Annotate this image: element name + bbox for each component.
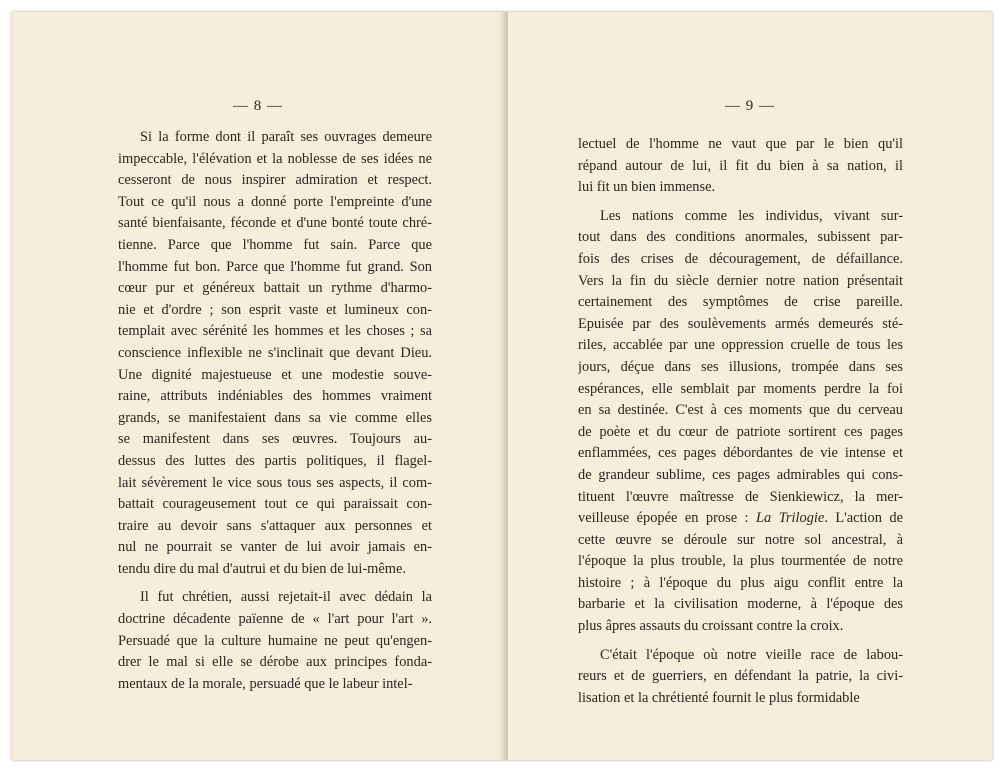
text-line: fois des crises de découragement, de défaillance. [578,250,903,267]
text-line: mentaux de la morale, persuadé que le labeur intel- [118,675,413,692]
text-line: lisation et la chrétienté fournit le plus formidable [578,689,860,706]
text-line: C'était l'époque où notre vieille race de labou- [600,646,903,663]
text-line: plus âpres assauts du croissant contre la croix. [578,618,844,635]
text-line: templait avec sérénité les hommes et les choses ; sa [118,323,432,340]
text-line: drer le mal si elle se dérobe aux principes fonda- [118,654,432,671]
text-line: enflammées, ces pages débordantes de vie intense et [578,445,903,462]
text-line: impeccable, l'élévation et la noblesse de ses idées ne [118,150,432,167]
text-line: veilleuse épopée en prose : La Trilogie. L'action de [578,510,903,527]
text-line: jours, déçue dans ses illusions, trompée dans ses [578,358,903,375]
page-text [578,134,903,709]
text-line: cesseront de nous inspirer admiration et respect. [118,172,432,189]
text-line: lectuel de l'homme ne vaut que par le bien qu'il [578,136,903,152]
text-line: Vers la fin du siècle dernier notre nation présentait [578,272,903,289]
text-line: Une dignité majestueuse et une modestie souve- [118,366,432,383]
text-line: tienne. Parce que l'homme fut sain. Parce que [118,236,432,253]
text-line: raine, attributs indéniables des hommes vraiment [118,388,432,405]
text-line: grands, se manifestaient dans sa vie comme elles [118,409,432,426]
text-line: l'époque la plus trouble, la plus tourmentée de notre [578,553,903,570]
text-line: répand autour de lui, il fit du bien à sa nation, il [578,157,903,174]
text-line: certainement des symptômes de crise pareille. [578,294,903,311]
page-number: — 8 — [233,98,283,114]
text-line: conscience inflexible ne s'inclinait que devant Dieu. [118,344,432,361]
text-line: tendu dire du mal d'autrui et du bien de lui-même. [118,560,406,577]
left-page [12,12,504,760]
text-line: tituent l'œuvre maîtresse de Sienkiewicz, la mer- [578,488,903,505]
text-line: l'homme fut bon. Parce que l'homme fut grand. Son [118,258,432,275]
text-line: de poète et du cœur de patriote sortirent ces pages [578,423,903,440]
text-line: lui fit un bien immense. [578,179,716,196]
text-line: doctrine décadente païenne de « l'art pour l'art ». [118,611,432,628]
text-line: Persuadé que la culture humaine ne peut qu'engen- [118,632,432,649]
text-line: se manifestent dans ses œuvres. Toujours au- [118,431,432,448]
page-number: — 9 — [725,98,775,114]
text-line: reurs et de guerriers, en défendant la patrie, la civi- [578,668,903,685]
text-line: traire au devoir sans s'attaquer aux personnes et [118,517,432,534]
text-line: cette œuvre se déroule sur notre sol ancestral, à [578,531,903,548]
right-page [508,12,992,760]
text-line: riles, accablée par une oppression cruelle de tous les [578,337,903,354]
text-line: espérances, elle semblait par moments perdre la foi [578,380,903,397]
text-line: lait sévèrement le vice sous tous ses aspects, il com- [118,474,432,491]
text-line: nie et d'ordre ; son esprit vaste et lumineux con- [118,301,432,318]
text-line: tout dans des conditions anormales, subissent par- [578,229,903,246]
page-text [118,127,432,695]
text-line: battait courageusement tout ce qui paraissait con- [118,496,432,513]
text-line: Tout ce qu'il nous a donné porte l'empreinte d'une [118,193,432,210]
text-line: cœur pur et généreux battait un rythme d'harmo- [118,280,432,297]
text-line: Les nations comme les individus, vivant sur- [600,207,903,224]
text-line: en sa destinée. C'est à ces moments que du cerveau [578,402,903,419]
text-line: Si la forme dont il paraît ses ouvrages demeure [140,129,432,145]
text-line: histoire ; à l'époque du plus aigu conflit entre la [578,574,903,591]
text-line: Il fut chrétien, aussi rejetait-il avec dédain la [140,589,432,606]
text-line: de grandeur sublime, ces pages admirables qui cons- [578,466,903,483]
text-line: santé bienfaisante, féconde et d'une bonté toute chré- [118,215,432,232]
text-line: dessus des luttes des partis politiques, il flagel- [118,452,432,469]
text-line: barbarie et la civilisation moderne, à l'époque des [578,596,903,613]
text-line: nul ne pourrait se vanter de lui avoir jamais en- [118,539,432,556]
text-line: Epuisée par des soulèvements armés demeurés sté- [578,315,903,332]
book-spread [12,12,992,760]
